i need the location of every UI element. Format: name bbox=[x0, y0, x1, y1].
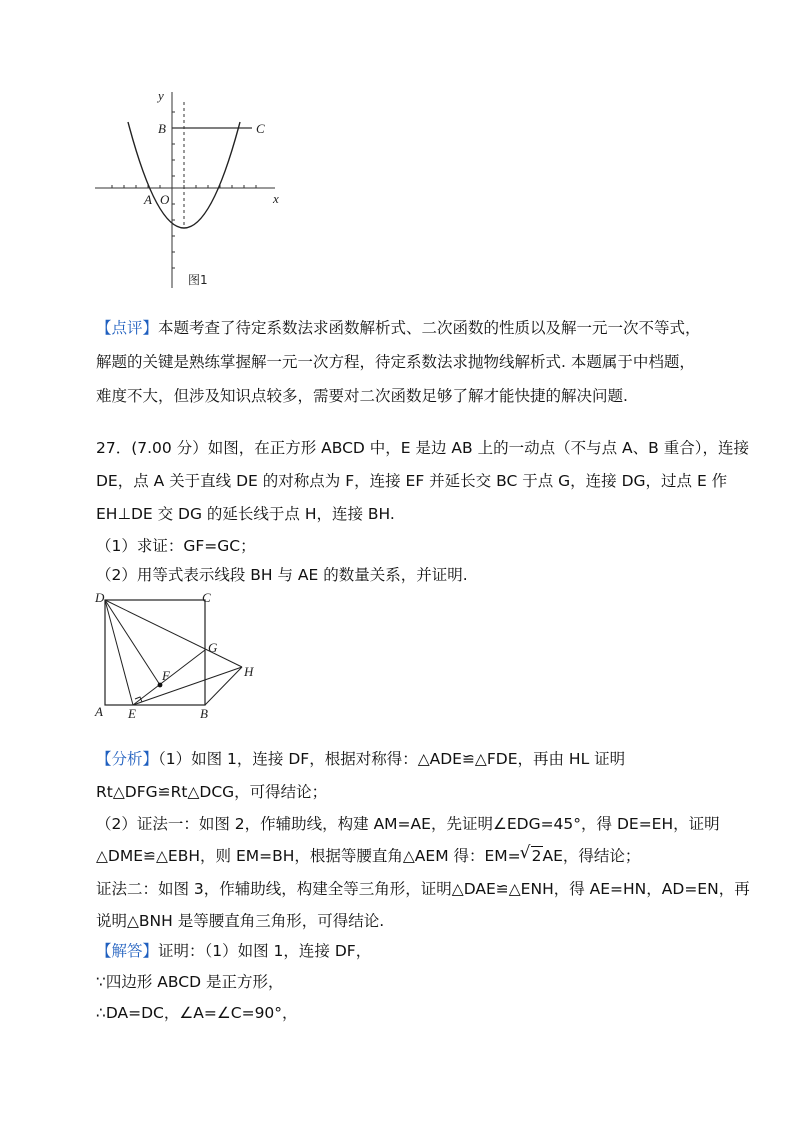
point-F-dot bbox=[158, 683, 163, 688]
comment-text-1: 本题考查了待定系数法求函数解析式、二次函数的性质以及解一元一次不等式， bbox=[158, 319, 701, 337]
comment-line-1 bbox=[96, 316, 708, 340]
analysis-line-5: 证法二：如图 3，作辅助线，构建全等三角形，证明△DAE≌△ENH，得 AE=HN，AD=EN，再 bbox=[96, 880, 750, 898]
analysis-line-2: Rt△DFG≌Rt△DCG，可得结论； bbox=[96, 783, 328, 801]
sqrt-radicand: 2 bbox=[531, 847, 542, 865]
segment-EH bbox=[133, 667, 242, 705]
answer-tag: 【解答】 bbox=[96, 942, 159, 960]
analysis-line-3: （2）证法一：如图 2，作辅助线，构建 AM=AE，先证明∠EDG=45°，得 DE=EH，证明 bbox=[96, 815, 720, 833]
analysis-text-4a: △DME≌△EBH，则 EM=BH，根据等腰直角△AEM 得：EM= bbox=[96, 847, 521, 865]
analysis-line-1 bbox=[96, 747, 708, 771]
analysis-text-1: （1）如图 1，连接 DF，根据对称得：△ADE≌△FDE，再由 HL 证明 bbox=[158, 750, 626, 768]
segment-BH bbox=[205, 667, 242, 705]
axis-y-label: y bbox=[158, 88, 164, 103]
comment-tag: 【点评】 bbox=[96, 319, 159, 337]
analysis-tag: 【分析】 bbox=[96, 750, 159, 768]
square-figure bbox=[92, 590, 262, 722]
label-H: H bbox=[244, 664, 254, 679]
label-C: C bbox=[202, 590, 211, 605]
problem-part-1: （1）求证：GF=GC； bbox=[96, 537, 256, 555]
point-O-label: O bbox=[160, 192, 170, 207]
segment-DE bbox=[105, 600, 133, 705]
comment-line-3: 难度不大，但涉及知识点较多，需要对二次函数足够了解才能快捷的解决问题. bbox=[96, 387, 628, 405]
analysis-line-6: 说明△BNH 是等腰直角三角形，可得结论. bbox=[96, 912, 385, 930]
problem-line-2: DE，点 A 关于直线 DE 的对称点为 F，连接 EF 并延长交 BC 于点 G，连接 DG，过点 E 作 bbox=[96, 472, 728, 490]
problem-line-3: EH⊥DE 交 DG 的延长线于点 H，连接 BH. bbox=[96, 505, 395, 523]
answer-line-1 bbox=[96, 939, 708, 963]
square-ABCD bbox=[105, 600, 205, 705]
problem-part-2: （2）用等式表示线段 BH 与 AE 的数量关系，并证明. bbox=[96, 566, 468, 584]
analysis-text-4b: AE，得结论； bbox=[542, 847, 641, 865]
label-G: G bbox=[208, 640, 218, 655]
axis-x-label: x bbox=[273, 191, 279, 206]
figure-caption: 图1 bbox=[188, 273, 208, 287]
answer-line-3: ∴DA=DC，∠A=∠C=90°， bbox=[96, 1004, 298, 1022]
segment-DF bbox=[105, 600, 160, 685]
label-E: E bbox=[128, 706, 136, 721]
label-F: F bbox=[162, 668, 170, 683]
point-B-label: B bbox=[158, 121, 166, 136]
label-A: A bbox=[95, 704, 103, 719]
parabola-figure bbox=[90, 88, 290, 293]
sqrt-symbol bbox=[521, 844, 543, 868]
answer-line-2: ∵四边形 ABCD 是正方形， bbox=[96, 973, 284, 991]
comment-line-2: 解题的关键是熟练掌握解一元一次方程，待定系数法求抛物线解析式. 本题属于中档题， bbox=[96, 353, 695, 371]
point-A-label: A bbox=[144, 192, 152, 207]
answer-text-1: 证明：（1）如图 1，连接 DF， bbox=[158, 942, 372, 960]
label-D: D bbox=[95, 590, 105, 605]
label-B: B bbox=[200, 706, 208, 721]
segment-DH bbox=[105, 600, 242, 667]
point-C-label: C bbox=[256, 121, 265, 136]
analysis-line-4 bbox=[96, 844, 708, 868]
problem-line-1: 27．(7.00 分）如图，在正方形 ABCD 中，E 是边 AB 上的一动点（不与点 A、B 重合），连接 bbox=[96, 439, 749, 457]
